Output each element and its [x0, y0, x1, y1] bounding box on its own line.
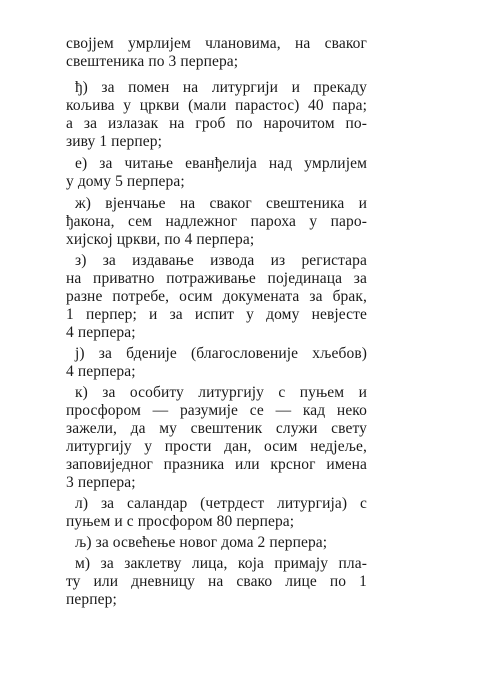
text-line: ђ) за помен на литургији и прекаду [75, 79, 367, 96]
text-line: љ) за освећење новог дома 2 перпера; [75, 534, 328, 551]
text-line: зажели, да му свештеник служи свету [66, 420, 367, 437]
text-line: 4 перпера; [66, 324, 136, 341]
text-line: а за излазак на гроб по нарочитом по- [66, 115, 367, 132]
text-line: разне потребе, осим докумената за брак, [66, 288, 367, 305]
text-line: к) за особиту литургију с пуњем и [75, 384, 367, 401]
text-line: ђакона, сем надлежног пароха у паро- [66, 213, 367, 230]
text-line: својјем умрлијем члановима, на сваког [66, 35, 367, 52]
text-line: кољива у цркви (мали парастос) 40 пара; [66, 97, 367, 114]
text-line: л) за саландар (четрдест литургија) с [75, 495, 367, 512]
text-line: 4 перпера; [66, 363, 136, 380]
text-line: просфором — разумије се — кад неко [66, 402, 367, 419]
text-line: м) за заклетву лица, која примају пла- [75, 555, 367, 572]
text-line: свештеника по 3 перпера; [66, 53, 239, 70]
text-line: 3 перпера; [66, 474, 136, 491]
text-line: ту или дневницу на свако лице по 1 [66, 573, 367, 590]
text-line: у дому 5 перпера; [66, 173, 185, 190]
text-line: 1 перпер; и за испит у дому невјесте [66, 306, 367, 323]
text-line: пуњем и с просфором 80 перпера; [66, 513, 295, 530]
text-line: заповиједног празника или крсног имена [66, 456, 367, 473]
text-line: ј) за бденије (благословеније хљебов) [75, 345, 367, 362]
text-line: перпер; [66, 591, 117, 608]
text-line: ж) вјенчање на сваког свештеника и [75, 195, 367, 212]
text-line: зиву 1 перпер; [66, 133, 163, 150]
text-line: хијској цркви, по 4 перпера; [66, 231, 255, 248]
text-line: е) за читање еванђелија над умрлијем [75, 155, 367, 172]
text-line: на приватно потраживање појединаца за [66, 270, 367, 287]
text-line: литургију у прости дан, осим недјеље, [66, 438, 367, 455]
text-line: з) за издавање извода из регистара [75, 252, 367, 269]
